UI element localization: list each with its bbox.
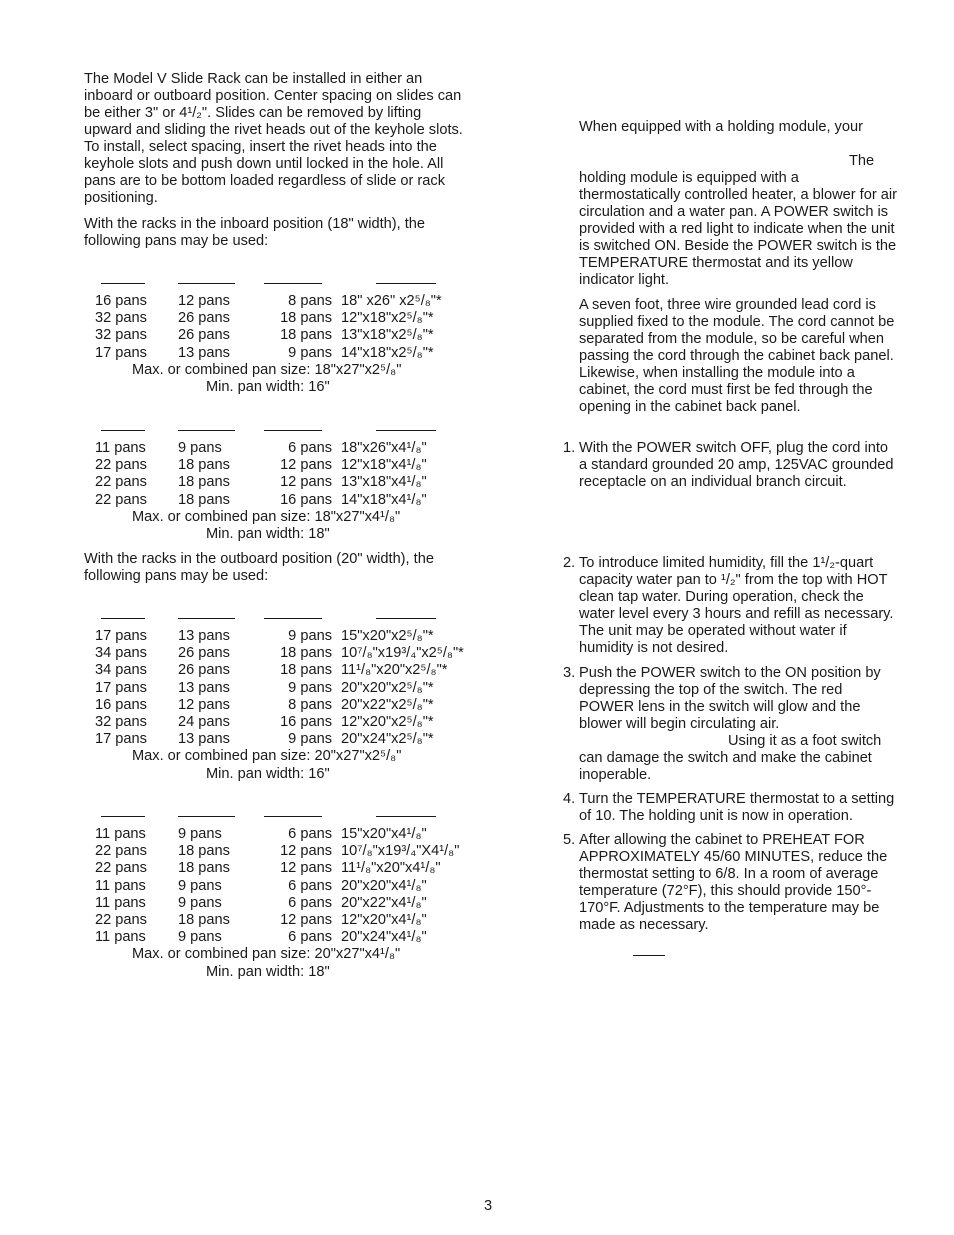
step-3-number: 3. <box>563 665 576 681</box>
lead-cord-paragraph: A seven foot, three wire grounded lead cord is supplied fixed to the module. The cord cannot be separated from the module, so be careful when passing the cord through the cabinet back panel. Likewise, when installing the module into a cabinet, the cord must first be fed through the opening in the cabinet back panel. <box>579 297 895 415</box>
table-cell: 18 pans <box>178 491 230 508</box>
table-cell: 14"x18"x2⁵/₈"* <box>341 344 434 361</box>
table-header-rules <box>84 430 474 440</box>
table-cell: 18 pans <box>178 474 230 491</box>
table-cell: 6 pans <box>288 929 332 946</box>
table-cell: 12 pans <box>178 293 230 309</box>
table-cell: 8 pans <box>288 293 332 309</box>
rack-intro-paragraph: The Model V Slide Rack can be installed in either an inboard or outboard position. Center spacing on slides can be either 3" or 4¹/₂". Slides can be removed by lifting upward and sliding the rivet heads out of the keyhole slots. To install, select spacing, insert the rivet heads into the keyhole slots and push down until locked in the hole. All pans are to be bottom loaded regardless of slide or rack positioning. <box>84 71 463 206</box>
table-cell: 6 pans <box>288 826 332 842</box>
max-pan-size-note: Max. or combined pan size: 18"x27"x2⁵/₈" <box>132 361 402 378</box>
table-cell: 11¹/₈"x20"x2⁵/₈"* <box>341 662 448 679</box>
page-number: 3 <box>484 1198 493 1214</box>
table-cell: 18 pans <box>280 662 332 679</box>
table-cell: 18 pans <box>178 860 230 877</box>
table-cell: 18" x26" x2⁵/₈"* <box>341 293 442 309</box>
table-row <box>84 628 474 645</box>
pan-table-inboard-2in <box>84 283 474 396</box>
table-cell: 20"x24"x4¹/₈" <box>341 929 427 946</box>
table-cell: 18 pans <box>178 457 230 474</box>
table-cell: 15"x20"x2⁵/₈"* <box>341 628 434 644</box>
table-cell: 10⁷/₈"x19³/₄"X4¹/₈" <box>341 843 460 860</box>
step-5-number: 5. <box>563 832 576 848</box>
step-3-text: Push the POWER switch to the ON position by depressing the top of the switch. The red POWER lens in the switch will glow and the blower will begin circulating air. <box>579 665 881 732</box>
table-header-rules <box>84 283 474 293</box>
table-cell: 24 pans <box>178 713 230 730</box>
table-cell: 12"x20"x4¹/₈" <box>341 911 427 928</box>
table-row <box>84 310 474 327</box>
max-pan-size-note: Max. or combined pan size: 20"x27"x2⁵/₈" <box>132 748 402 765</box>
table-cell: 11¹/₈"x20"x4¹/₈" <box>341 860 441 877</box>
column-header-rule <box>178 816 235 817</box>
table-cell: 22 pans <box>95 860 147 877</box>
table-cell: 26 pans <box>178 645 230 662</box>
table-cell: 22 pans <box>95 911 147 928</box>
table-cell: 11 pans <box>95 440 146 456</box>
table-cell: 9 pans <box>178 826 222 842</box>
table-cell: 13"x18"x2⁵/₈"* <box>341 327 434 344</box>
column-header-rule <box>178 430 235 431</box>
column-header-rule <box>376 816 436 817</box>
table-row <box>84 345 474 362</box>
column-header-rule <box>264 283 322 284</box>
column-header-rule <box>178 283 235 284</box>
table-cell: 18 pans <box>178 843 230 860</box>
min-pan-width-note: Min. pan width: 16" <box>206 378 330 395</box>
table-cell: 12"x18"x2⁵/₈"* <box>341 310 434 327</box>
column-header-rule <box>376 430 436 431</box>
inboard-intro-paragraph: With the racks in the inboard position (18" width), the following pans may be used: <box>84 216 426 249</box>
table-row <box>84 457 474 474</box>
holding-module-description: holding module is equipped with a thermostatically controlled heater, a blower for air circulation and a water pan. A POWER switch is provided with a red light to indicate when the unit is switched ON. Beside the POWER switch is the TEMPERATURE thermostat and its yellow indicator light. <box>579 170 897 288</box>
table-cell: 9 pans <box>288 731 332 748</box>
table-cell: 16 pans <box>280 713 332 730</box>
table-cell: 16 pans <box>95 293 147 309</box>
table-row <box>84 492 474 509</box>
step-2-number: 2. <box>563 555 576 571</box>
step-4-number: 4. <box>563 791 576 807</box>
table-cell: 18 pans <box>280 645 332 662</box>
table-row <box>84 714 474 731</box>
table-cell: 32 pans <box>95 713 147 730</box>
table-row <box>84 929 474 946</box>
min-pan-width-note: Min. pan width: 18" <box>206 963 330 980</box>
table-cell: 20"x22"x4¹/₈" <box>341 894 427 911</box>
table-cell: 34 pans <box>95 645 147 662</box>
table-row <box>84 680 474 697</box>
table-row <box>84 895 474 912</box>
table-row <box>84 474 474 491</box>
table-row <box>84 860 474 877</box>
column-header-rule <box>264 816 322 817</box>
table-cell: 20"x20"x4¹/₈" <box>341 877 427 894</box>
column-header-rule <box>264 618 322 619</box>
table-cell: 13 pans <box>178 679 230 696</box>
step-3-caution-text: Using it as a foot switch can damage the switch and make the cabinet inoperable. <box>579 733 882 783</box>
table-row <box>84 293 474 310</box>
table-cell: 17 pans <box>95 628 147 644</box>
table-cell: 13 pans <box>178 731 230 748</box>
table-header-rules <box>84 618 474 628</box>
step-1-number: 1. <box>563 440 576 456</box>
table-row <box>84 327 474 344</box>
table-cell: 6 pans <box>288 894 332 911</box>
table-cell: 22 pans <box>95 843 147 860</box>
step-4-text: Turn the TEMPERATURE thermostat to a setting of 10. The holding unit is now in operation. <box>579 791 895 824</box>
table-cell: 22 pans <box>95 474 147 491</box>
table-cell: 9 pans <box>288 679 332 696</box>
step-1-text: With the POWER switch OFF, plug the cord into a standard grounded 20 amp, 125VAC grounded receptacle on an individual branch circuit. <box>579 440 894 490</box>
pan-table-outboard-2in <box>84 618 474 783</box>
table-cell: 17 pans <box>95 679 147 696</box>
table-cell: 32 pans <box>95 327 147 344</box>
table-cell: 11 pans <box>95 826 146 842</box>
table-cell: 34 pans <box>95 662 147 679</box>
max-pan-size-note: Max. or combined pan size: 18"x27"x4¹/₈" <box>132 508 401 525</box>
table-cell: 16 pans <box>95 696 147 713</box>
table-cell: 15"x20"x4¹/₈" <box>341 826 427 842</box>
table-cell: 11 pans <box>95 877 146 894</box>
min-pan-width-note: Min. pan width: 16" <box>206 765 330 782</box>
table-cell: 10⁷/₈"x19³/₄"x2⁵/₈"* <box>341 645 464 662</box>
table-cell: 18"x26"x4¹/₈" <box>341 440 427 456</box>
table-cell: 26 pans <box>178 662 230 679</box>
table-cell: 26 pans <box>178 310 230 327</box>
min-pan-width-note: Min. pan width: 18" <box>206 525 330 542</box>
table-cell: 18 pans <box>280 327 332 344</box>
table-row <box>84 697 474 714</box>
table-cell: 9 pans <box>288 344 332 361</box>
table-cell: 12 pans <box>280 911 332 928</box>
outboard-intro-paragraph: With the racks in the outboard position (20" width), the following pans may be used: <box>84 551 434 584</box>
max-pan-size-note: Max. or combined pan size: 20"x27"x4¹/₈" <box>132 946 401 963</box>
table-cell: 6 pans <box>288 440 332 456</box>
table-cell: 20"x20"x2⁵/₈"* <box>341 679 434 696</box>
table-cell: 9 pans <box>178 877 222 894</box>
table-cell: 9 pans <box>178 440 222 456</box>
table-cell: 12 pans <box>280 843 332 860</box>
table-row <box>84 662 474 679</box>
table-cell: 12"x20"x2⁵/₈"* <box>341 713 434 730</box>
column-header-rule <box>101 618 145 619</box>
table-cell: 12 pans <box>280 457 332 474</box>
table-row <box>84 645 474 662</box>
table-cell: 9 pans <box>178 929 222 946</box>
table-cell: 13 pans <box>178 344 230 361</box>
column-header-rule <box>376 618 436 619</box>
table-cell: 16 pans <box>280 491 332 508</box>
table-cell: 13"x18"x4¹/₈" <box>341 474 427 491</box>
table-cell: 9 pans <box>178 894 222 911</box>
table-cell: 8 pans <box>288 696 332 713</box>
table-cell: 26 pans <box>178 327 230 344</box>
column-header-rule <box>101 283 145 284</box>
step-2-text: To introduce limited humidity, fill the 1¹/₂-quart capacity water pan to ¹/₂" from the top with HOT clean tap water. During operation, check the water level every 3 hours and refill as necessary. The unit may be operated without water if humidity is not desired. <box>579 555 894 656</box>
table-row <box>84 912 474 929</box>
table-row <box>84 731 474 748</box>
table-cell: 17 pans <box>95 731 147 748</box>
section-heading-rule <box>633 955 665 956</box>
table-cell: 13 pans <box>178 628 230 644</box>
table-cell: 22 pans <box>95 491 147 508</box>
table-row <box>84 878 474 895</box>
pan-table-outboard-4in <box>84 816 474 981</box>
table-cell: 12 pans <box>280 474 332 491</box>
holding-module-line1: When equipped with a holding module, your <box>579 119 863 135</box>
table-cell: 22 pans <box>95 457 147 474</box>
table-cell: 12"x18"x4¹/₈" <box>341 457 427 474</box>
table-cell: 12 pans <box>280 860 332 877</box>
table-header-rules <box>84 816 474 826</box>
column-header-rule <box>101 430 145 431</box>
table-row <box>84 843 474 860</box>
table-cell: 32 pans <box>95 310 147 327</box>
table-cell: 11 pans <box>95 894 146 911</box>
pan-table-inboard-4in <box>84 430 474 543</box>
step-5-text: After allowing the cabinet to PREHEAT FOR APPROXIMATELY 45/60 MINUTES, reduce the thermostat setting to 6/8. In a room of average temperature (72°F), this should provide 150°- 170°F. Adjustments to the temperature may be made as necessary. <box>579 832 888 933</box>
table-cell: 11 pans <box>95 929 146 946</box>
table-cell: 12 pans <box>178 696 230 713</box>
column-header-rule <box>376 283 436 284</box>
table-cell: 9 pans <box>288 628 332 644</box>
table-cell: 6 pans <box>288 877 332 894</box>
table-cell: 18 pans <box>280 310 332 327</box>
holding-module-the: The <box>849 153 875 169</box>
column-header-rule <box>178 618 235 619</box>
table-cell: 20"x22"x2⁵/₈"* <box>341 696 434 713</box>
table-row <box>84 826 474 843</box>
table-row <box>84 440 474 457</box>
table-cell: 18 pans <box>178 911 230 928</box>
table-cell: 17 pans <box>95 344 147 361</box>
table-cell: 14"x18"x4¹/₈" <box>341 491 427 508</box>
column-header-rule <box>101 816 145 817</box>
column-header-rule <box>264 430 322 431</box>
table-cell: 20"x24"x2⁵/₈"* <box>341 731 434 748</box>
